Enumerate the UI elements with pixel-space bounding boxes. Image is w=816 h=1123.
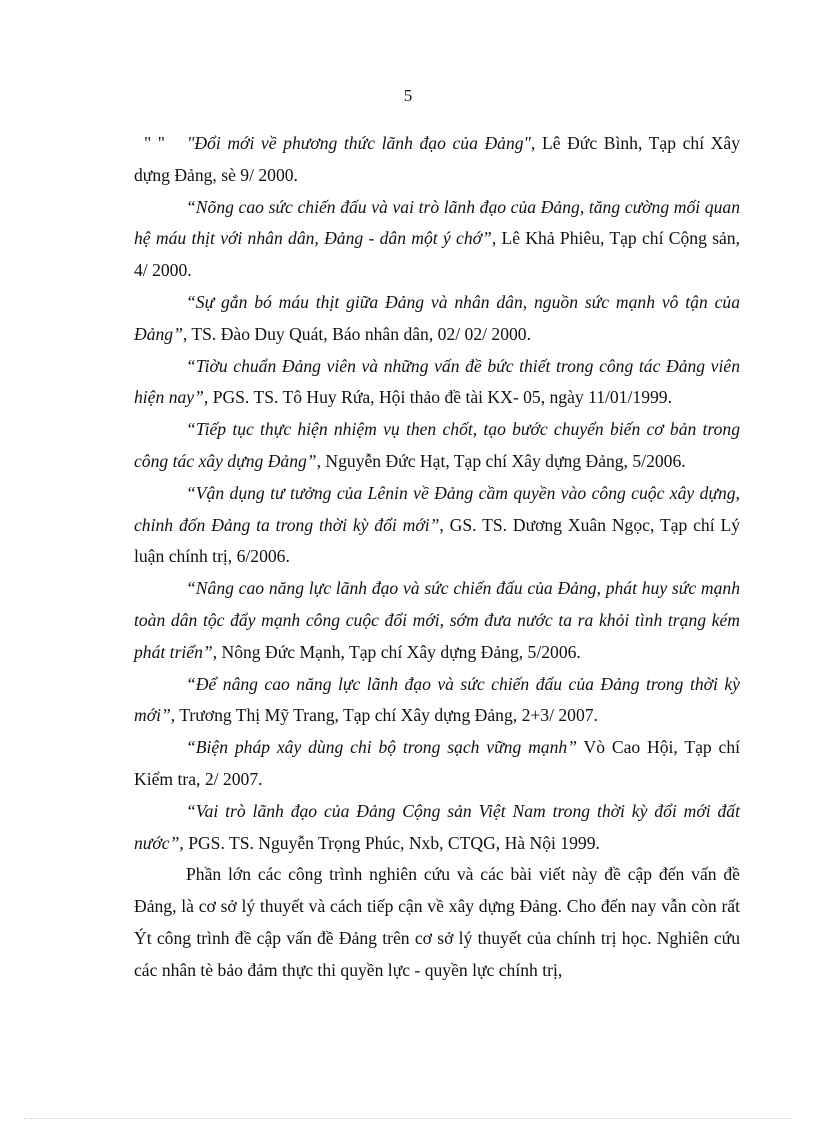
reference-source: , PGS. TS. Nguyễn Trọng Phúc, Nxb, CTQG, Hà Nội 1999. [179,832,600,853]
reference-source: Vò Cao Hội, Tạp chí Kiểm tra, 2/ 2007. [134,737,741,789]
reference-item [134,414,740,478]
reference-source: , TS. Đào Duy Quát, Báo nhân dân, 02/ 02/ 2000. [182,323,531,344]
closing-paragraph: Phần lớn các công trình nghiên cứu và các bài viết này đề cập đến vấn đề Đảng, là cơ sở lý thuyết và cách tiếp cận về xây dựng Đảng. Cho đến nay vẫn còn rất Ýt công trình đề cập vấn đề Đảng trên cơ sở lý thuyết của chính trị học. Nghiên cứu các nhân tè bảo đảm thực thi quyền lực - quyền lực chính trị, [134,864,740,980]
reference-title: “Để nâng cao năng lực lãnh đạo và sức chiến đấu của Đảng trong thời kỳ mới” [134,673,740,726]
reference-item [134,478,740,573]
reference-title: “Tiờu chuẩn Đảng viên và những vấn đề bức thiết trong công tác Đảng viên hiện nay” [134,355,740,408]
reference-source: , Trương Thị Mỹ Trang, Tạp chí Xây dựng Đảng, 2+3/ 2007. [170,705,598,726]
reference-title: “Nâng cao năng lực lãnh đạo và sức chiến đấu của Đảng, phát huy sức mạnh toàn dân tộc đẩy mạnh công cuộc đổi mới, sớm đưa nước ta ra khỏi tình trạng kém phát triển” [134,578,740,662]
reference-item [134,351,740,415]
reference-source: , Lê Đức Bình, Tạp chí Xây dựng Đảng, sè 9/ 2000. [134,133,740,185]
reference-item [134,192,740,287]
reference-item [134,796,740,860]
reference-title: “Biện pháp xây dùng chi bộ trong sạch vững mạnh” [186,737,577,758]
reference-item [134,669,740,733]
reference-prefix: " " [144,133,165,153]
reference-source: , Nông Đức Mạnh, Tạp chí Xây dựng Đảng, 5/2006. [212,641,581,662]
page-bottom-divider [24,1118,792,1119]
reference-item [134,287,740,351]
reference-source: , Nguyễn Đức Hạt, Tạp chí Xây dựng Đảng, 5/2006. [316,450,686,471]
reference-item [134,128,740,192]
reference-title: “Vận dụng tư tưởng của Lênin về Đảng cầm quyền vào công cuộc xây dựng, chỉnh đốn Đảng ta trong thời kỳ đổi mới” [134,482,740,535]
document-body [134,128,740,987]
reference-title: “Sự gắn bó máu thịt giữa Đảng và nhân dân, nguồn sức mạnh vô tận của Đảng” [134,291,740,344]
reference-item [134,573,740,668]
reference-title: “Tiếp tục thực hiện nhiệm vụ then chốt, tạo bước chuyển biến cơ bản trong công tác xây dựng Đảng” [134,419,740,471]
page-number: 5 [403,86,413,105]
reference-source: , GS. TS. Dương Xuân Ngọc, Tạp chí Lý luận chính trị, 6/2006. [134,514,740,567]
reference-title: "Đổi mới về phương thức lãnh đạo của Đảng" [186,133,531,153]
reference-source: , PGS. TS. Tô Huy Rứa, Hội thảo đề tài KX- 05, ngày 11/01/1999. [203,387,672,408]
reference-item [134,732,740,796]
reference-source: , Lê Khả Phiêu, Tạp chí Cộng sản, 4/ 2000. [134,228,740,281]
reference-title: “Vai trò lãnh đạo của Đảng Cộng sản Việt Nam trong thời kỳ đổi mới đất nước” [134,800,740,853]
reference-title: “Nõng cao sức chiến đấu và vai trò lãnh đạo của Đảng, tăng cường mối quan hệ máu thịt với nhân dân, Đảng - dân một ý chớ” [134,196,740,249]
